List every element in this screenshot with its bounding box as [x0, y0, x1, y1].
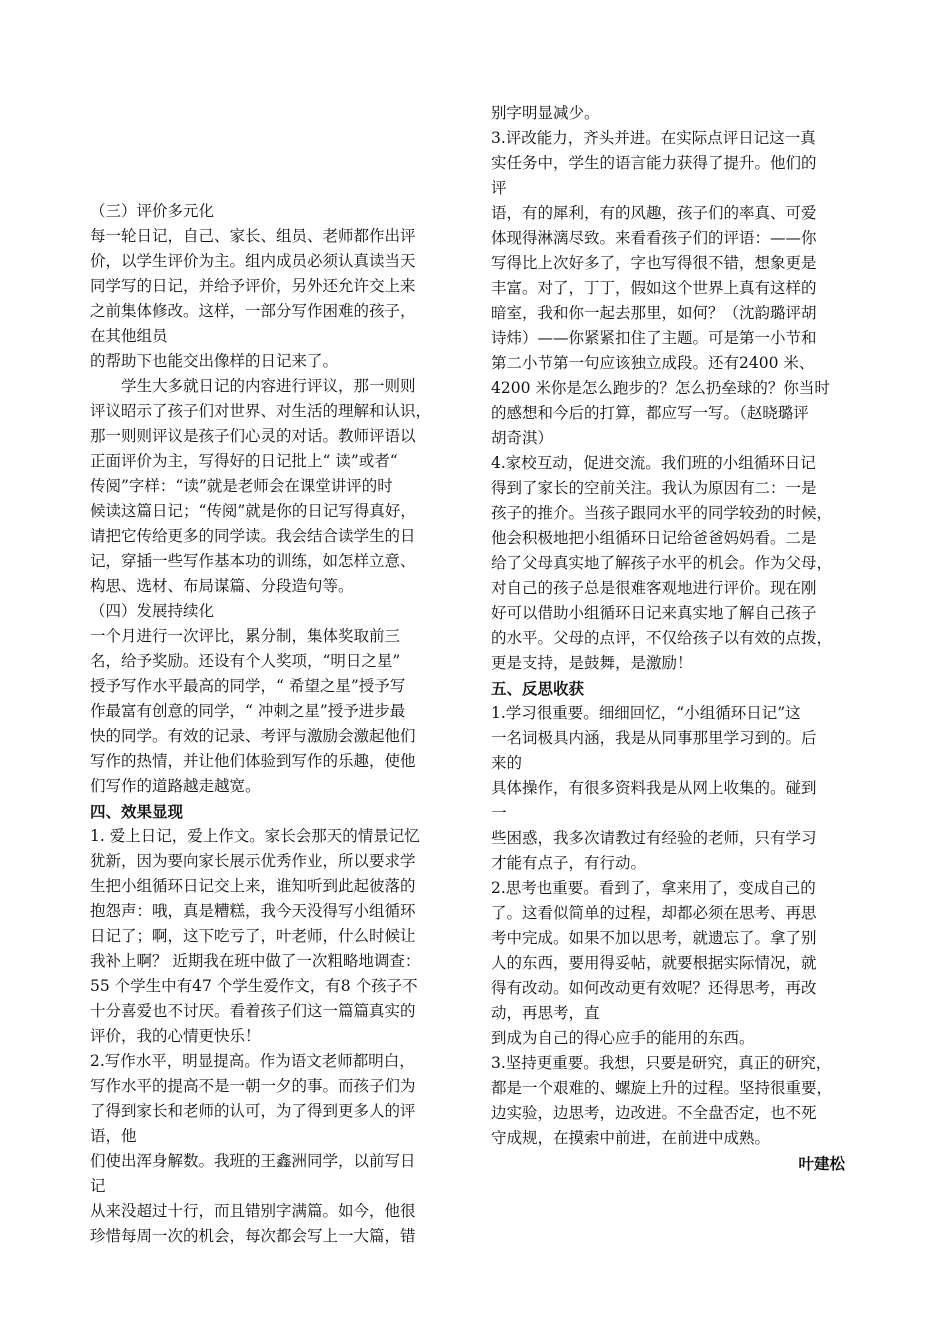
text-line: 他会积极地把小组循环日记给爸爸妈妈看。二是	[491, 529, 817, 547]
text-line: 得到了家长的空前关注。我认为原因有二：一是	[491, 479, 817, 497]
text-line: 些困惑，我多次请教过有经验的老师，只有学习	[491, 829, 817, 847]
text-line: 十分喜爱也不讨厌。看着孩子们这一篇篇真实的	[90, 1002, 416, 1020]
section-heading: 五、反思收获	[491, 679, 585, 698]
text-line: 抱怨声：哦，真是糟糕，我今天没得写小组循环	[90, 902, 416, 920]
section-heading: 四、效果显现	[90, 802, 184, 821]
text-line: 给了父母真实地了解孩子水平的机会。作为父母，	[491, 554, 833, 572]
text-line: 之前集体修改。这样，一部分写作困难的孩子，	[90, 302, 416, 320]
text-line: 我补上啊？ 近期我在班中做了一次粗略地调查：	[90, 952, 421, 970]
text-line: 犹新，因为要向家长展示优秀作业，所以要求学	[90, 852, 416, 870]
text-line: 好可以借助小组循环日记来真实地了解自己孩子	[491, 604, 817, 622]
text-line: 在其他组员	[90, 327, 168, 345]
text-line: 评	[491, 179, 507, 197]
text-line: 3.评改能力，齐头并进。在实际点评日记这一真	[491, 129, 816, 147]
text-line: 胡奇淇）	[491, 429, 554, 447]
left-column	[90, 199, 452, 1249]
text-line: 们写作的道路越走越宽。	[90, 777, 261, 795]
text-line: 体现得淋漓尽致。来看看孩子们的评语：——你	[491, 229, 817, 247]
text-line: 语，有的犀利，有的风趣，孩子们的率真、可爱	[491, 204, 817, 222]
text-line: 同学写的日记，并给予评价，另外还允许交上来	[90, 277, 416, 295]
text-line: 写得比上次好多了，字也写得很不错，想象更是	[491, 254, 817, 272]
text-line: 正面评价为主，写得好的日记批上“ 读”或者“	[90, 452, 398, 470]
text-line: 55 个学生中有47 个学生爱作文，有8 个孩子不	[90, 977, 418, 995]
text-line: 了得到家长和老师的认可，为了得到更多人的评	[90, 1102, 416, 1120]
text-line: 一	[491, 804, 507, 822]
text-line: 们使出浑身解数。我班的王鑫洲同学，以前写日	[90, 1152, 416, 1170]
text-line: 别字明显减少。	[491, 104, 600, 122]
text-line: 一个月进行一次评比，累分制，集体奖取前三	[90, 627, 401, 645]
text-line: 对自己的孩子总是很难客观地进行评价。现在刚	[491, 579, 817, 597]
text-line: 考中完成。如果不加以思考，就遗忘了。拿了别	[491, 929, 817, 947]
text-line: 来的	[491, 754, 523, 772]
text-line: 作最富有创意的同学，“ 冲刺之星”授予进步最	[90, 702, 406, 720]
text-line: 记	[90, 1177, 106, 1195]
text-line: 名，给予奖励。还设有个人奖项，“明日之星”	[90, 652, 401, 670]
text-line: 学生大多就日记的内容进行评议，那一则则	[121, 377, 416, 395]
text-line: 动，再思考，直	[491, 1004, 600, 1022]
text-line: 写作的热情，并让他们体验到写作的乐趣，使他	[90, 752, 416, 770]
text-line: 第二小节第一句应该独立成段。还有2400 米、	[491, 354, 815, 372]
text-line: 一名词极具内涵，我是从同事那里学习到的。后	[491, 729, 817, 747]
text-line: 都是一个艰难的、螺旋上升的过程。坚持很重要，	[491, 1079, 833, 1097]
text-line: 守成规，在摸索中前进，在前进中成熟。	[491, 1129, 771, 1147]
text-line: 授予写作水平最高的同学，“ 希望之星”授予写	[90, 677, 406, 695]
text-line: 语，他	[90, 1127, 137, 1145]
text-line: 评议昭示了孩子们对世界、对生活的理解和认识，	[90, 402, 432, 420]
text-line: 传阅”字样：“读”就是老师会在课堂讲评的时	[90, 477, 393, 495]
text-line: 构思、选材、布局谋篇、分段造句等。	[90, 577, 354, 595]
text-line: 2.思考也重要。看到了，拿来用了，变成自己的	[491, 879, 816, 897]
text-line: 日记了；啊，这下吃亏了，叶老师，什么时候让	[90, 927, 416, 945]
text-line: 3.坚持更重要。我想，只要是研究，真正的研究，	[491, 1054, 832, 1072]
text-line: 从来没超过十行，而且错别字满篇。如今，他很	[90, 1202, 416, 1220]
text-line: 4.家校互动，促进交流。我们班的小组循环日记	[491, 454, 816, 472]
text-line: 的感想和今后的打算，都应写一写。（赵晓璐评	[491, 404, 809, 422]
text-line: 评价，我的心情更快乐！	[90, 1027, 261, 1045]
text-line: 价，以学生评价为主。组内成员必须认真读当天	[90, 252, 416, 270]
right-column	[491, 101, 853, 1176]
text-line: 快的同学。有效的记录、考评与激励会激起他们	[90, 727, 416, 745]
text-line: （三）评价多元化	[90, 202, 215, 220]
text-line: （四）发展持续化	[90, 602, 215, 620]
text-line: 到成为自己的得心应手的能用的东西。	[491, 1029, 755, 1047]
text-line: 实任务中，学生的语言能力获得了提升。他们的	[491, 154, 817, 172]
text-line: 丰富。对了，丁丁，假如这个世界上真有这样的	[491, 279, 817, 297]
text-line: 每一轮日记，自己、家长、组员、老师都作出评	[90, 227, 416, 245]
text-line: 了。这看似简单的过程，却都必须在思考、再思	[491, 904, 817, 922]
text-line: 更是支持，是鼓舞，是激励！	[491, 654, 693, 672]
text-line: 的帮助下也能交出像样的日记来了。	[90, 352, 339, 370]
text-line: 才能有点子，有行动。	[491, 854, 647, 872]
text-line: 那一则则评议是孩子们心灵的对话。教师评语以	[90, 427, 416, 445]
text-line: 1. 爱上日记，爱上作文。家长会那天的情景记忆	[90, 827, 420, 845]
text-line: 珍惜每周一次的机会，每次都会写上一大篇，错	[90, 1227, 416, 1245]
text-line: 2.写作水平，明显提高。作为语文老师都明白，	[90, 1052, 415, 1070]
text-line: 候读这篇日记；“传阅”就是你的日记写得真好，	[90, 502, 416, 520]
text-line: 1.学习很重要。细细回忆，“小组循环日记”这	[491, 704, 801, 722]
text-line: 得有改动。如何改动更有效呢？还得思考，再改	[491, 979, 817, 997]
text-line: 生把小组循环日记交上来，谁知听到此起彼落的	[90, 877, 416, 895]
text-line: 的水平。父母的点评，不仅给孩子以有效的点拨，	[491, 629, 833, 647]
text-line: 人的东西，要用得妥帖，就要根据实际情况，就	[491, 954, 817, 972]
text-line: 4200 米你是怎么跑步的？怎么扔垒球的？你当时	[491, 379, 830, 397]
text-line: 诗炜）——你紧紧扣住了主题。可是第一小节和	[491, 329, 817, 347]
text-line: 孩子的推介。当孩子跟同水平的同学较劲的时候，	[491, 504, 833, 522]
text-line: 请把它传给更多的同学读。我会结合读学生的日	[90, 527, 416, 545]
author-signature: 叶建松	[798, 1154, 845, 1173]
text-line: 具体操作，有很多资料我是从网上收集的。碰到	[491, 779, 817, 797]
text-line: 记，穿插一些写作基本功的训练，如怎样立意、	[90, 552, 416, 570]
text-line: 边实验，边思考，边改进。不全盘否定，也不死	[491, 1104, 817, 1122]
text-line: 写作水平的提高不是一朝一夕的事。而孩子们为	[90, 1077, 416, 1095]
text-line: 暗室，我和你一起去那里，如何？（沈韵璐评胡	[491, 304, 817, 322]
